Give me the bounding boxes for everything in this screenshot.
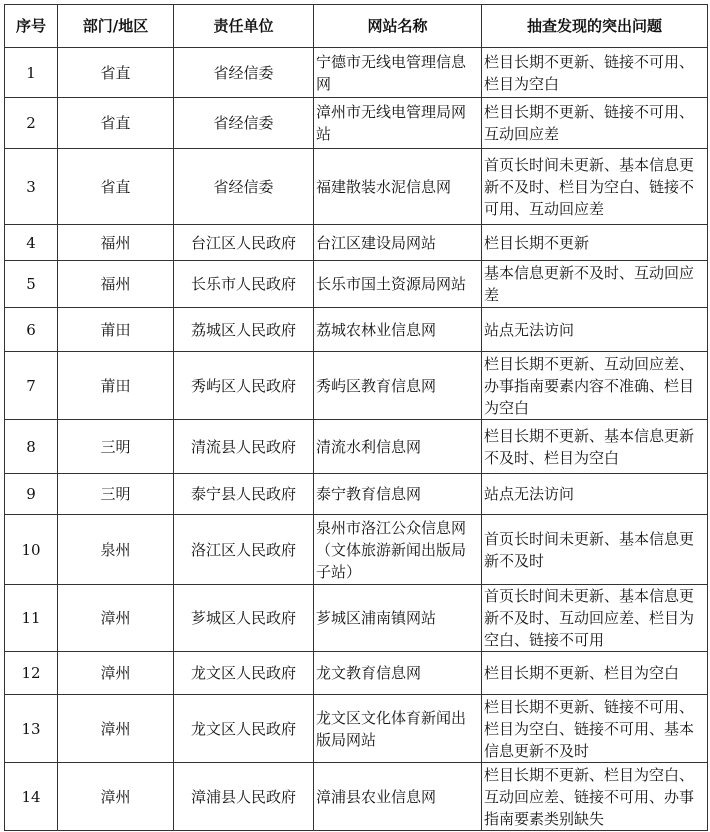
cell-site [314, 261, 482, 308]
header-region: 部门/地区 [58, 5, 174, 48]
cell-no: 3 [5, 149, 58, 225]
cell-issues-line: 栏目长期不更新、基本信息更新 [484, 426, 695, 445]
cell-site-line: 漳浦县农业信息网 [316, 787, 437, 806]
cell-issues-line: 办事指南要素内容不准确、栏目 [484, 376, 695, 395]
cell-issues-line: 栏目长期不更新、链接不可用、 [484, 52, 695, 71]
table-row [5, 763, 708, 831]
inspection-results-table [4, 4, 708, 831]
cell-site-line: 宁德市无线电管理信息 [316, 52, 467, 71]
cell-issues [482, 352, 708, 420]
cell-issues-line: 信息更新不及时 [484, 741, 590, 760]
cell-site-line: 秀屿区教育信息网 [316, 376, 437, 395]
cell-issues [482, 225, 708, 261]
cell-issues [482, 585, 708, 652]
cell-site-line: 泰宁教育信息网 [316, 485, 422, 503]
cell-region: 莆田 [58, 352, 174, 420]
cell-issues [482, 763, 708, 831]
cell-issues-line: 栏目长期不更新、栏目为空白、 [484, 765, 695, 784]
cell-site-line: 网 [316, 74, 332, 93]
cell-region: 漳州 [58, 585, 174, 652]
cell-region: 省直 [58, 98, 174, 149]
cell-unit: 长乐市人民政府 [174, 261, 314, 308]
cell-unit: 秀屿区人民政府 [174, 352, 314, 420]
cell-site-line: 龙文区文化体育新闻出 [316, 708, 467, 727]
cell-site [314, 225, 482, 261]
cell-issues [482, 515, 708, 585]
table-row [5, 225, 708, 261]
cell-issues-line: 首页长时间未更新、基本信息更 [484, 155, 695, 174]
cell-unit: 洛江区人民政府 [174, 515, 314, 585]
cell-issues-line: 差 [484, 286, 500, 304]
cell-site [314, 695, 482, 763]
cell-no: 12 [5, 652, 58, 695]
cell-unit: 泰宁县人民政府 [174, 474, 314, 515]
cell-issues-line: 新不及时 [484, 551, 545, 570]
cell-site-line: 站 [316, 125, 332, 143]
cell-site [314, 352, 482, 420]
cell-site [314, 585, 482, 652]
cell-issues-line: 栏目长期不更新、栏目为空白 [484, 664, 680, 682]
table-row [5, 48, 708, 98]
cell-no: 10 [5, 515, 58, 585]
cell-issues-line: 为空白 [484, 398, 530, 417]
cell-issues-line: 互动回应差 [484, 125, 560, 143]
table-row [5, 149, 708, 225]
cell-unit: 省经信委 [174, 149, 314, 225]
cell-unit: 芗城区人民政府 [174, 585, 314, 652]
cell-region: 漳州 [58, 652, 174, 695]
cell-issues-line: 站点无法访问 [484, 320, 575, 339]
header-site: 网站名称 [314, 5, 482, 48]
table-body [5, 48, 708, 831]
cell-issues-line: 栏目长期不更新、链接不可用、 [484, 697, 695, 716]
cell-issues-line: 首页长时间未更新、基本信息更 [484, 587, 695, 605]
cell-site-line: 龙文教育信息网 [316, 664, 422, 682]
table-row [5, 474, 708, 515]
cell-issues-line: 空白、链接不可用 [484, 631, 605, 649]
cell-no: 5 [5, 261, 58, 308]
table-row [5, 308, 708, 352]
header-issues: 抽查发现的突出问题 [482, 5, 708, 48]
cell-site [314, 474, 482, 515]
cell-unit: 省经信委 [174, 48, 314, 98]
cell-site-line: （文体旅游新闻出版局 [316, 540, 467, 559]
table-row [5, 585, 708, 652]
table-row [5, 515, 708, 585]
cell-region: 省直 [58, 48, 174, 98]
cell-issues-line: 栏目为空白、链接不可用、基本 [484, 719, 695, 738]
cell-unit: 清流县人民政府 [174, 420, 314, 474]
cell-no: 14 [5, 763, 58, 831]
cell-no: 9 [5, 474, 58, 515]
cell-unit: 龙文区人民政府 [174, 695, 314, 763]
cell-site [314, 420, 482, 474]
cell-region: 漳州 [58, 763, 174, 831]
cell-region: 三明 [58, 420, 174, 474]
cell-region: 漳州 [58, 695, 174, 763]
cell-unit: 荔城区人民政府 [174, 308, 314, 352]
cell-issues-line: 首页长时间未更新、基本信息更 [484, 529, 695, 548]
cell-no: 8 [5, 420, 58, 474]
cell-issues [482, 261, 708, 308]
table-row [5, 98, 708, 149]
cell-issues-line: 站点无法访问 [484, 485, 575, 503]
cell-site-line: 福建散装水泥信息网 [316, 177, 452, 196]
cell-unit: 漳浦县人民政府 [174, 763, 314, 831]
cell-site-line: 版局网站 [316, 730, 377, 749]
cell-issues-line: 可用、互动回应差 [484, 199, 605, 218]
cell-unit: 省经信委 [174, 98, 314, 149]
cell-site-line: 芗城区浦南镇网站 [316, 609, 437, 627]
header-row [5, 5, 708, 48]
cell-issues-line: 栏目为空白 [484, 74, 560, 93]
cell-region: 福州 [58, 261, 174, 308]
cell-no: 11 [5, 585, 58, 652]
cell-issues-line: 新不及时、互动回应差、栏目为 [484, 609, 695, 627]
cell-issues-line: 栏目长期不更新、互动回应差、 [484, 354, 695, 373]
header-no: 序号 [5, 5, 58, 48]
cell-site [314, 515, 482, 585]
cell-region: 三明 [58, 474, 174, 515]
cell-no: 2 [5, 98, 58, 149]
cell-site-line: 台江区建设局网站 [316, 233, 437, 252]
cell-issues [482, 695, 708, 763]
cell-site-line: 清流水利信息网 [316, 437, 422, 456]
cell-no: 4 [5, 225, 58, 261]
cell-issues [482, 48, 708, 98]
table-row [5, 352, 708, 420]
cell-issues [482, 420, 708, 474]
cell-issues-line: 新不及时、栏目为空白、链接不 [484, 177, 695, 196]
cell-unit: 龙文区人民政府 [174, 652, 314, 695]
cell-region: 莆田 [58, 308, 174, 352]
cell-issues [482, 474, 708, 515]
cell-no: 7 [5, 352, 58, 420]
cell-unit: 台江区人民政府 [174, 225, 314, 261]
cell-region: 省直 [58, 149, 174, 225]
cell-issues-line: 栏目长期不更新、链接不可用、 [484, 103, 695, 121]
cell-issues [482, 652, 708, 695]
cell-region: 泉州 [58, 515, 174, 585]
cell-site-line: 漳州市无线电管理局网 [316, 103, 467, 121]
cell-site [314, 149, 482, 225]
cell-region: 福州 [58, 225, 174, 261]
table-row [5, 695, 708, 763]
cell-site [314, 98, 482, 149]
cell-no: 6 [5, 308, 58, 352]
cell-no: 13 [5, 695, 58, 763]
cell-issues-line: 指南要素类别缺失 [484, 809, 605, 828]
cell-issues [482, 149, 708, 225]
cell-site [314, 652, 482, 695]
table-row [5, 420, 708, 474]
cell-issues [482, 308, 708, 352]
cell-site-line: 泉州市洛江公众信息网 [316, 518, 467, 537]
cell-site-line: 子站） [316, 562, 362, 581]
cell-site-line: 长乐市国土资源局网站 [316, 275, 467, 293]
cell-issues-line: 不及时、栏目为空白 [484, 448, 620, 467]
cell-issues-line: 基本信息更新不及时、互动回应 [484, 264, 695, 282]
cell-site [314, 48, 482, 98]
cell-site-line: 荔城农林业信息网 [316, 320, 437, 339]
cell-issues-line: 互动回应差、链接不可用、办事 [484, 787, 695, 806]
cell-site [314, 763, 482, 831]
cell-no: 1 [5, 48, 58, 98]
table-row [5, 652, 708, 695]
cell-issues-line: 栏目长期不更新 [484, 233, 590, 252]
header-unit: 责任单位 [174, 5, 314, 48]
table-row [5, 261, 708, 308]
cell-site [314, 308, 482, 352]
cell-issues [482, 98, 708, 149]
